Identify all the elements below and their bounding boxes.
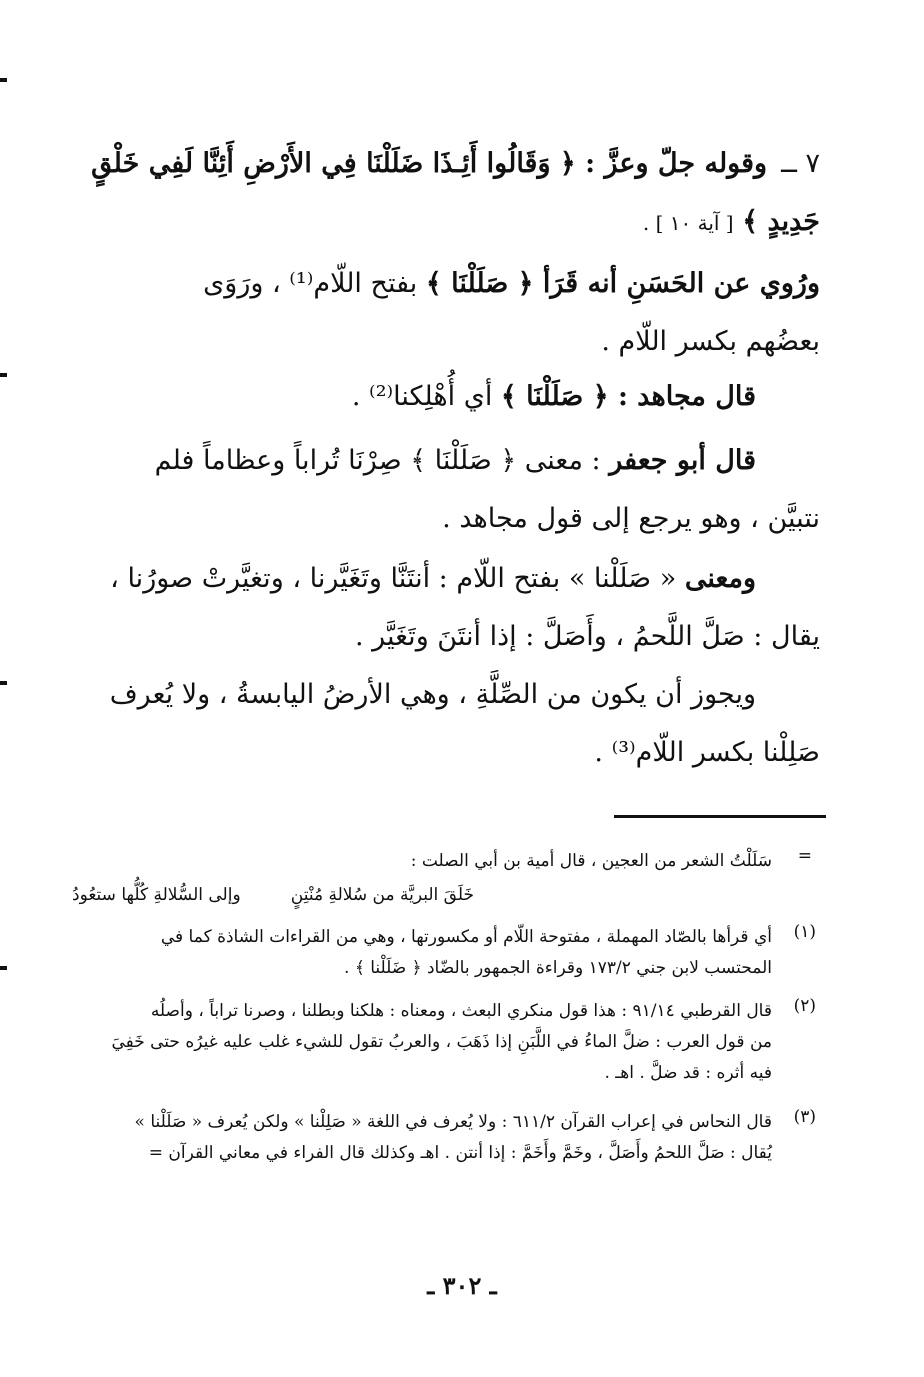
paragraph-text: بفتح اللّام⁽¹⁾ ، ورَوَى [203, 268, 418, 299]
paragraph-line [72, 313, 820, 371]
paragraph-text: ويجوز أن يكون من الصِّلَّةِ ، وهي الأرضُ اليابسةُ ، ولا يُعرف [109, 679, 756, 710]
footnote-text: سَلَلْتُ الشعر من العجين ، قال أمية بن أبي الصلت : [410, 851, 772, 871]
footnote-line: المحتسب لابن جني ١٧٣/٢ وقراءة الجمهور بالضّاد ﴿ ضَلَلْنا ﴾ . [344, 958, 772, 978]
paragraph-line [72, 608, 820, 666]
paragraph-text: نتبيَّن ، وهو يرجع إلى قول مجاهد . [442, 503, 820, 534]
bold-lead: ورُوي عن الحَسَنِ أنه قَرَأ ﴿ صَلَلْنَا ﴾ [425, 268, 820, 299]
bold-lead: قال أبو جعفر [609, 445, 756, 476]
footnote-continuation [72, 846, 772, 877]
paragraph-number: ٧ ــ [781, 148, 820, 179]
paragraph-meaning [72, 550, 820, 666]
footnote-separator [614, 815, 826, 818]
verse-line-2 [72, 193, 820, 252]
footnote-line: فيه أثره : قد ضلَّ . اهـ . [604, 1063, 772, 1083]
verse-tail: جَدِيدٍ ﴾ [742, 206, 820, 237]
paragraph-line [72, 490, 820, 548]
paragraph-text: « صَلَلْنا » بفتح اللّام : أنتَنَّا وتَغَيَّرنا ، وتغيَّرتْ صورُنا ، [110, 563, 677, 594]
paragraph-line [72, 724, 820, 782]
paragraph-verse [72, 135, 820, 252]
paragraph-silla [72, 666, 820, 782]
footnote-marker-3: (٣) [793, 1107, 816, 1127]
bold-lead: قال مجاهد : ﴿ صَلَلْنَا ﴾ [500, 381, 756, 412]
poem-hemistich-left: وإلى السُّلالةِ كُلُّها ستعُودُ [72, 885, 241, 905]
bold-lead: ومعنى [684, 563, 756, 594]
footnote-line: أي قرأها بالصّاد المهملة ، مفتوحة اللّام أو مكسورتها ، وهي من القراءات الشاذة كما في [160, 927, 772, 947]
paragraph-line [72, 432, 820, 490]
verse-reference: [ آية ١٠ ] . [642, 211, 734, 235]
page-number: ـ ٣٠٢ ـ [427, 1271, 497, 1300]
footnote-continuation-marker: = [797, 846, 812, 866]
paragraph-text: صَلِلْنا بكسر اللّام⁽³⁾ . [594, 737, 820, 768]
paragraph-text: : معنى ﴿ صَلَلْنَا ﴾ صِرْنَا تُراباً وعظاماً فلم [154, 445, 601, 476]
footnote-line: قال النحاس في إعراب القرآن ٦١١/٢ : ولا يُعرف في اللغة « صَلِلْنا » ولكن يُعرف « صَلَلْنا » [134, 1112, 772, 1132]
footnote-1 [72, 922, 772, 984]
paragraph-line [72, 550, 820, 608]
footnote-marker-1: (١) [793, 922, 816, 942]
paragraph-text: بعضُهم بكسر اللّام . [601, 326, 820, 357]
footnote-line: قال القرطبي ٩١/١٤ : هذا قول منكري البعث ، ومعناه : هلكنا وبطلنا ، وصرنا تراباً ، وأصلُه [150, 1001, 772, 1021]
footnote-line: يُقال : صَلَّ اللحمُ وأَصَلَّ ، وخَمَّ وأَخَمَّ : إذا أنتن . اهـ وكذلك قال الفراء في معاني القرآن = [148, 1143, 772, 1163]
paragraph-text: يقال : صَلَّ اللَّحمُ ، وأَصَلَّ : إذا أنتَنَ وتَغَيَّر . [354, 621, 820, 652]
paragraph-hasan [72, 255, 820, 371]
footnote-line: من قول العرب : ضلَّ الماءُ في اللَّبَنِ إذا ذَهَبَ ، والعربُ تقول للشيء غلب عليه غيرُه حتى خَفِيَ [111, 1032, 772, 1052]
verse-text: وقوله جلّ وعزَّ : ﴿ وَقَالُوا أَئِـذَا ضَلَلْنَا فِي الأَرْضِ أَئِنَّا لَفِي خَلْقٍ [91, 148, 768, 179]
paragraph-text: أي أُهْلِكنا⁽²⁾ . [351, 381, 493, 412]
footnote-marker-2: (٢) [793, 996, 816, 1016]
footnote-2 [72, 996, 772, 1089]
scan-mark [0, 966, 7, 970]
poem-hemistich-right: خَلَقَ البريَّة من سُلالةِ مُنْتِنٍ [290, 885, 474, 905]
scan-mark [0, 78, 7, 82]
scan-mark [0, 681, 7, 685]
paragraph-mujahid [72, 368, 756, 426]
paragraph-line [72, 666, 820, 724]
scan-mark [0, 373, 7, 377]
paragraph-line [72, 255, 820, 313]
verse-line-1 [72, 135, 820, 193]
footnote-3 [72, 1107, 772, 1169]
paragraph-abu-jafar [72, 432, 820, 548]
